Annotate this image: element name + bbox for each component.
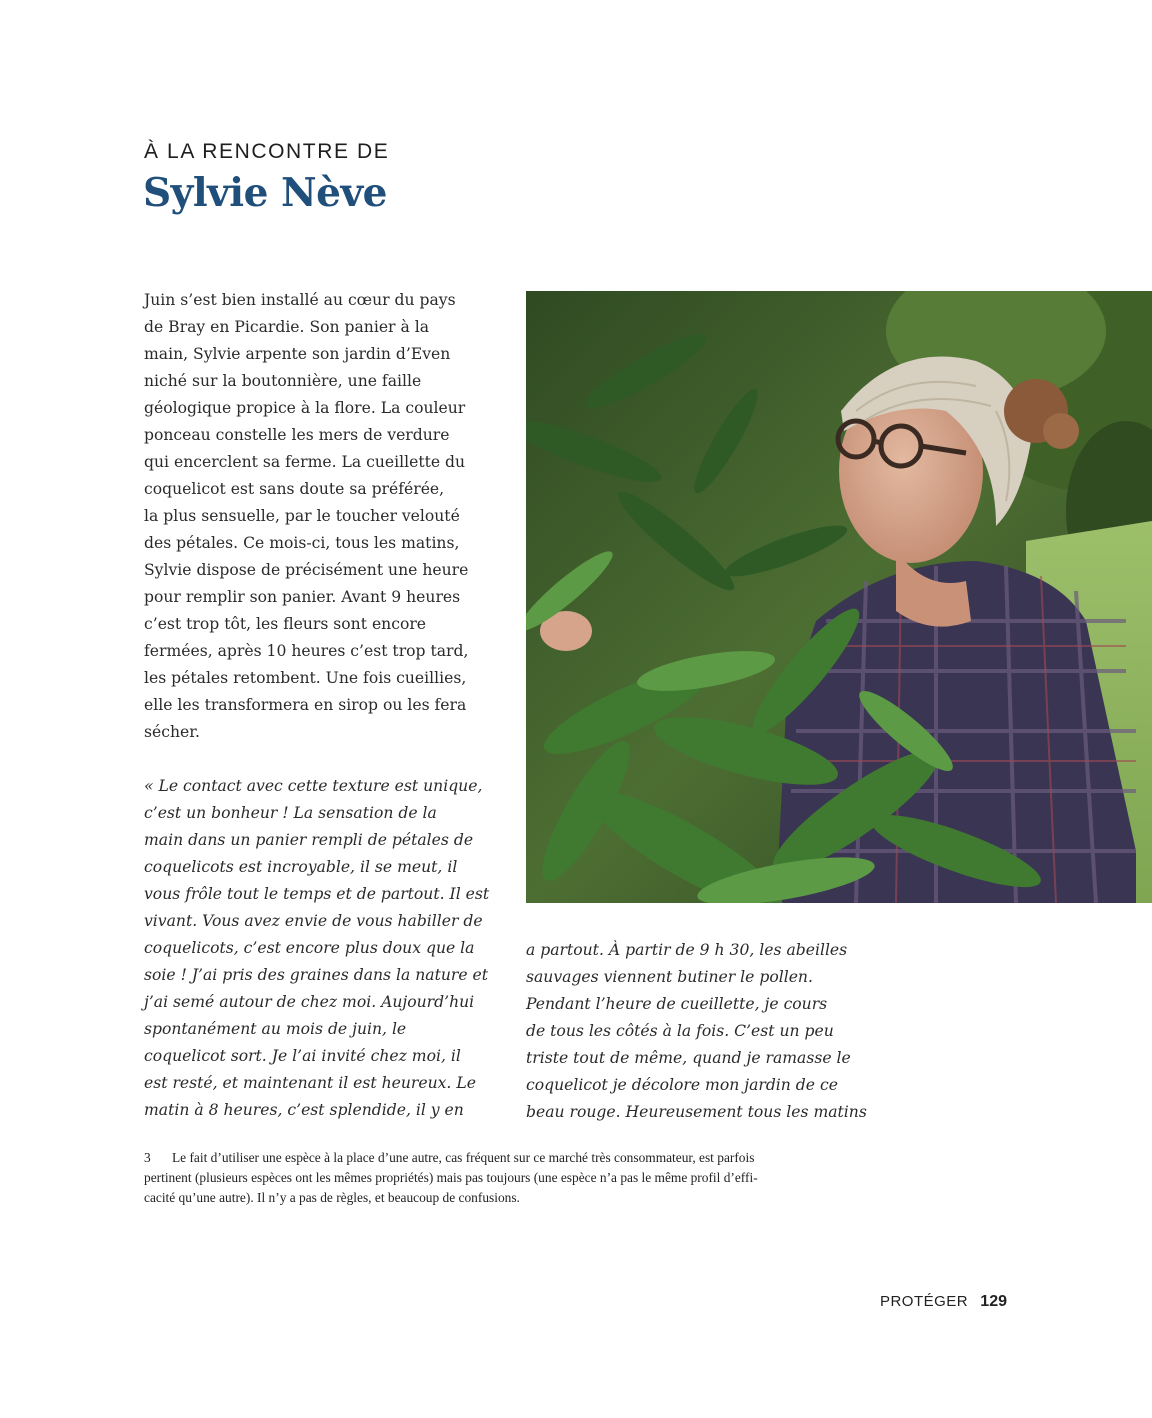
- quote-line: coquelicot sort. Je l’ai invité chez moi, il: [144, 1047, 461, 1065]
- page-folio: [880, 1293, 1007, 1311]
- quote-column-left: [144, 773, 489, 1124]
- quote-line: main dans un panier rempli de pétales de: [144, 831, 474, 849]
- footnote-text: Le fait d’utiliser une espèce à la place d’une autre, cas fréquent sur ce marché très consommateur, est parfois: [172, 1150, 755, 1165]
- footnote-number: 3: [144, 1150, 151, 1165]
- quote-line: c’est un bonheur ! La sensation de la: [144, 804, 437, 822]
- text-line: c’est trop tôt, les fleurs sont encore: [144, 615, 427, 633]
- text-line: ponceau constelle les mers de verdure: [144, 426, 450, 444]
- quote-line: « Le contact avec cette texture est unique,: [144, 777, 483, 795]
- quote-line: coquelicots est incroyable, il se meut, il: [144, 858, 458, 876]
- kicker: À LA RENCONTRE DE: [144, 140, 390, 163]
- footnote-line: cacité qu’une autre). Il n’y a pas de règles, et beaucoup de confusions.: [144, 1190, 520, 1205]
- quote-line: a partout. À partir de 9 h 30, les abeilles: [526, 941, 848, 959]
- intro-paragraph: [144, 287, 468, 746]
- quote-line: spontanément au mois de juin, le: [144, 1020, 407, 1038]
- text-line: de Bray en Picardie. Son panier à la: [144, 318, 430, 336]
- text-line: main, Sylvie arpente son jardin d’Even: [144, 345, 451, 363]
- section-name: PROTÉGER: [879, 1293, 969, 1310]
- text-line: fermées, après 10 heures c’est trop tard,: [144, 642, 469, 660]
- quote-line: j’ai semé autour de chez moi. Aujourd’hui: [144, 993, 475, 1011]
- text-line: Sylvie dispose de précisément une heure: [144, 561, 469, 579]
- quote-line: vous frôle tout le temps et de partout. Il est: [144, 885, 490, 903]
- footnote-line: [144, 1148, 866, 1168]
- portrait-photo: [526, 291, 1152, 903]
- text-line: géologique propice à la flore. La couleur: [144, 399, 466, 417]
- page-title: Sylvie Nève: [143, 170, 387, 216]
- text-line: la plus sensuelle, par le toucher velouté: [144, 507, 460, 525]
- quote-line: coquelicot je décolore mon jardin de ce: [526, 1076, 838, 1094]
- text-line: sécher.: [144, 723, 200, 741]
- quote-line: sauvages viennent butiner le pollen.: [526, 968, 813, 986]
- quote-line: matin à 8 heures, c’est splendide, il y en: [144, 1101, 464, 1119]
- footnote-line: pertinent (plusieurs espèces ont les mêmes propriétés) mais pas toujours (une espèce n’a pas le même profil d’effi-: [144, 1170, 758, 1185]
- quote-line: Pendant l’heure de cueillette, je cours: [526, 995, 828, 1013]
- text-line: coquelicot est sans doute sa préférée,: [144, 480, 445, 498]
- text-line: niché sur la boutonnière, une faille: [144, 372, 422, 390]
- footnote: [144, 1148, 866, 1208]
- text-line: pour remplir son panier. Avant 9 heures: [144, 588, 461, 606]
- quote-line: coquelicots, c’est encore plus doux que la: [144, 939, 475, 957]
- text-line: des pétales. Ce mois-ci, tous les matins,: [144, 534, 460, 552]
- text-line: les pétales retombent. Une fois cueillies,: [144, 669, 467, 687]
- text-line: Juin s’est bien installé au cœur du pays: [144, 291, 456, 309]
- quote-line: soie ! J’ai pris des graines dans la nature et: [144, 966, 489, 984]
- quote-line: de tous les côtés à la fois. C’est un peu: [526, 1022, 834, 1040]
- quote-line: beau rouge. Heureusement tous les matins: [526, 1103, 867, 1121]
- quote-line: vivant. Vous avez envie de vous habiller de: [144, 912, 483, 930]
- quote-line: est resté, et maintenant il est heureux. Le: [144, 1074, 476, 1092]
- text-line: qui encerclent sa ferme. La cueillette du: [144, 453, 466, 471]
- quote-column-right: [526, 937, 867, 1126]
- page-number: 129: [980, 1293, 1007, 1310]
- text-line: elle les transformera en sirop ou les fera: [144, 696, 467, 714]
- quote-line: triste tout de même, quand je ramasse le: [526, 1049, 851, 1067]
